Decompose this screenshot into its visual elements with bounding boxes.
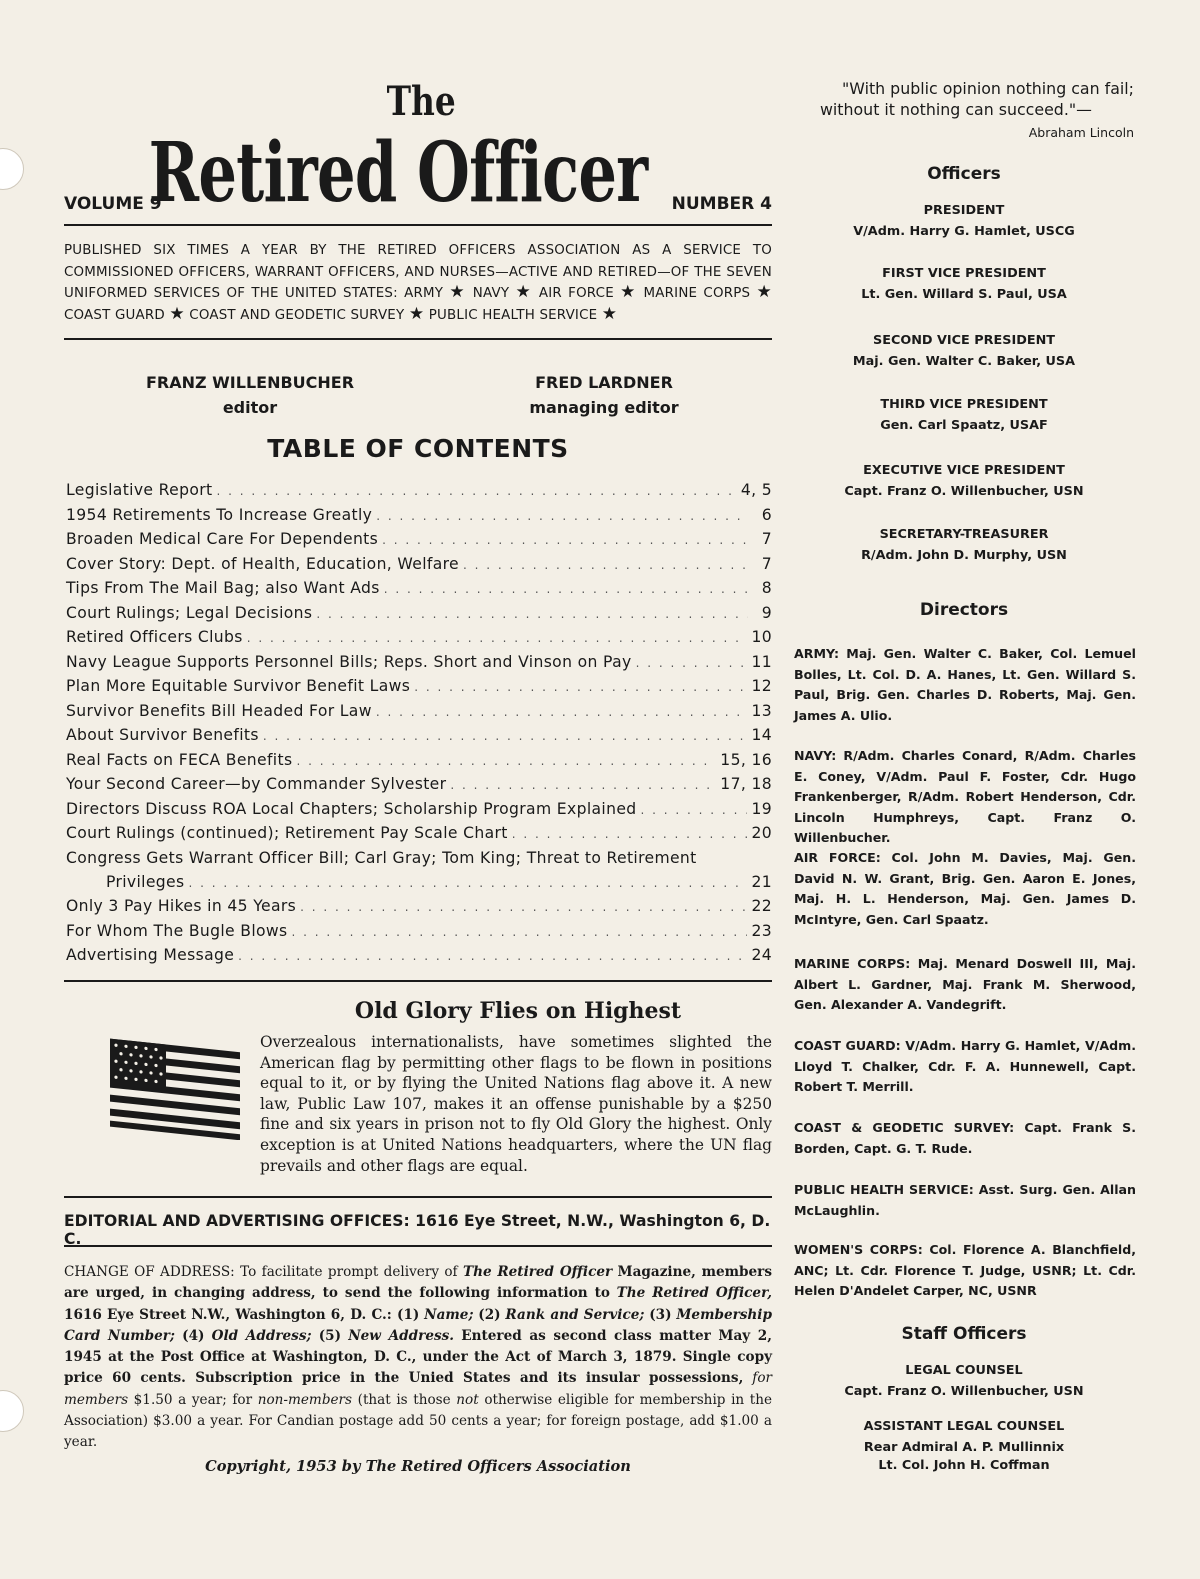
service-army: ARMY (404, 286, 444, 301)
toc-entry-continuation[interactable]: Privileges . . . 21 (66, 873, 772, 898)
managing-editor-name: FRED LARDNER (535, 373, 673, 392)
toc-entry[interactable]: Navy League Supports Personnel Bills; Reps. Short and Vinson on Pay . . . 11 (66, 653, 772, 678)
toc-entry[interactable]: Retired Officers Clubs . . . 10 (66, 628, 772, 653)
service-marine-corps: MARINE CORPS (643, 286, 751, 301)
officer-entry: THIRD VICE PRESIDENT Gen. Carl Spaatz, USAF (880, 397, 1048, 433)
offices-address: EDITORIAL AND ADVERTISING OFFICES: 1616 Eye Street, N.W., Washington 6, D. C. (64, 1212, 771, 1248)
directors-public-health: PUBLIC HEALTH SERVICE: Asst. Surg. Gen. Allan McLaughlin. (794, 1182, 1136, 1218)
star-icon: ★ (408, 303, 425, 324)
editor-name: FRANZ WILLENBUCHER (145, 373, 355, 392)
volume-row (64, 194, 772, 214)
toc-entry[interactable]: Plan More Equitable Survivor Benefit Laws . . . 12 (66, 677, 772, 702)
masthead-title: Retired Officer (148, 125, 648, 221)
toc-entry[interactable]: 1954 Retirements To Increase Greatly . . . 6 (66, 506, 772, 531)
service-coast-guard: COAST GUARD (64, 307, 165, 323)
toc-entry[interactable]: Tips From The Mail Bag; also Want Ads . . . 8 (66, 579, 772, 604)
service-air-force: AIR FORCE (538, 286, 614, 301)
directors-navy: NAVY: R/Adm. Charles Conard, R/Adm. Charles E. Coney, V/Adm. Paul F. Foster, Cdr. Hugo Frankenberger, R/Adm. Robert Henderson, Cdr. Lincoln Humphreys, Capt. Franz O. Willenbucher. (794, 748, 1136, 845)
officer-entry: SECOND VICE PRESIDENT Maj. Gen. Walter C. Baker, USA (852, 333, 1076, 369)
divider (64, 980, 772, 982)
directors-heading: Directors (919, 600, 1009, 620)
lincoln-quote (790, 78, 1134, 143)
assistant-legal-counsel: ASSISTANT LEGAL COUNSEL Rear Admiral A. P. Mullinnix Lt. Col. John H. Coffman (863, 1419, 1065, 1473)
directors-womens-corps: WOMEN'S CORPS: Col. Florence A. Blanchfield, ANC; Lt. Cdr. Florence T. Judge, USNR; Lt. Cdr. Helen D'Andelet Carper, NC, USNR (794, 1242, 1136, 1298)
directors-marine-corps: MARINE CORPS: Maj. Menard Doswell III, Maj. Albert L. Gardner, Maj. Frank M. Sherwood, Gen. Alexander A. Vandegrift. (794, 956, 1136, 1012)
managing-editor-block (454, 370, 754, 420)
article-title: Old Glory Flies on Highest (354, 998, 682, 1024)
editor-role: editor (222, 398, 278, 417)
officer-entry: SECRETARY-TREASURER R/Adm. John D. Murphy, USN (861, 527, 1067, 563)
toc-entry[interactable]: Your Second Career—by Commander Sylvester . . . 17, 18 (66, 775, 772, 800)
star-icon: ★ (756, 282, 772, 302)
directors-coast-guard: COAST GUARD: V/Adm. Harry G. Hamlet, V/Adm. Lloyd T. Chalker, Cdr. F. A. Hunnewell, Capt. Robert T. Merrill. (794, 1038, 1136, 1094)
toc-entry[interactable]: About Survivor Benefits . . . 14 (66, 726, 772, 751)
officer-entry: FIRST VICE PRESIDENT Lt. Gen. Willard S. Paul, USA (861, 266, 1067, 302)
legal-counsel: LEGAL COUNSEL Capt. Franz O. Willenbucher, USN (844, 1363, 1084, 1399)
quote-line-1: "With public opinion nothing can fail; (842, 79, 1134, 98)
toc-title: TABLE OF CONTENTS (267, 434, 569, 463)
divider (64, 224, 772, 226)
toc-entry[interactable]: Court Rulings (continued); Retirement Pay Scale Chart . . . 20 (66, 824, 772, 849)
divider (64, 1245, 772, 1247)
masthead-the: The (386, 78, 456, 125)
change-of-address: CHANGE OF ADDRESS: To facilitate prompt delivery of The Retired Officer Magazine, members are urged, in changing address, to send the following information to The Retired Officer, 1616 Eye Street N.W., Washington 6, D. C.: (1) Name; (2) Rank and Service; (3) Membership Card Number; (4) Old Address; (5) New Address. Entered as second class matter May 2, 1945 at the Post Office at Washington, D. C., under the Act of March 3, 1879. Single copy price 60 cents. Subscription price in the Unied States and its insular possessions, for members $1.50 a year; for non-members (that is those not otherwise eligible for membership in the Association) $3.00 a year. For Candian postage add 50 cents a year; for foreign postage, add $1.00 a year. (64, 1264, 773, 1451)
quote-author: Abraham Lincoln (1028, 125, 1134, 140)
binder-hole-top (0, 148, 24, 190)
toc-entry[interactable]: For Whom The Bugle Blows . . . 23 (66, 922, 772, 947)
staff-heading: Staff Officers (901, 1324, 1027, 1344)
divider (64, 1196, 772, 1198)
quote-line-2: without it nothing can succeed."— (820, 100, 1092, 119)
editor-block (100, 370, 400, 420)
divider (64, 338, 772, 340)
directors-army: ARMY: Maj. Gen. Walter C. Baker, Col. Lemuel Bolles, Lt. Col. D. A. Hanes, Lt. Gen. Willard S. Paul, Brig. Gen. Charles D. Roberts, Maj. Gen. James A. Ulio. (794, 646, 1136, 723)
american-flag-icon (104, 1034, 244, 1140)
binder-hole-bottom (0, 1390, 24, 1432)
star-icon: ★ (620, 282, 638, 302)
managing-editor-role: managing editor (529, 398, 679, 417)
service-navy: NAVY (472, 286, 510, 301)
toc-entry[interactable]: Real Facts on FECA Benefits . . . 15, 16 (66, 751, 772, 776)
toc-entry[interactable]: Cover Story: Dept. of Health, Education, Welfare . . . 7 (66, 555, 772, 580)
star-icon: ★ (169, 303, 185, 324)
toc-entry[interactable]: Survivor Benefits Bill Headed For Law . . . 13 (66, 702, 772, 727)
star-icon: ★ (515, 282, 533, 302)
directors-coast-geodetic: COAST & GEODETIC SURVEY: Capt. Frank S. Borden, Capt. G. T. Rude. (794, 1120, 1136, 1156)
officers-heading: Officers (927, 164, 1001, 184)
directors-air-force: AIR FORCE: Col. John M. Davies, Maj. Gen. David N. W. Grant, Brig. Gen. Aaron E. Jones, Maj. H. L. Henderson, Maj. Gen. James D. McIntyre, Gen. Carl Spaatz. (794, 850, 1136, 927)
publication-statement (64, 240, 772, 326)
service-public-health: PUBLIC HEALTH SERVICE (428, 307, 598, 323)
toc-entry-multiline[interactable]: Congress Gets Warrant Officer Bill; Carl Gray; Tom King; Threat to Retirement (66, 848, 697, 867)
toc-entry[interactable]: Court Rulings; Legal Decisions . . . 9 (66, 604, 772, 629)
article-body: Overzealous internationalists, have sometimes slighted the American flag by permitting other flags to be flown in positions equal to it, or by flying the United Nations flag above it. A new law, Public Law 107, makes it an offense punishable by a $250 fine and six years in prison not to fly Old Glory the highest. Only exception is at United Nations headquarters, where the UN flag prevails and other flags are equal. (260, 1033, 772, 1175)
toc-entry[interactable]: Only 3 Pay Hikes in 45 Years . . . 22 (66, 897, 772, 922)
toc-entry[interactable]: Advertising Message . . . 24 (66, 946, 772, 971)
number-label: NUMBER 4 (671, 194, 772, 214)
toc-entry[interactable]: Directors Discuss ROA Local Chapters; Scholarship Program Explained . . . 19 (66, 800, 772, 825)
star-icon: ★ (601, 303, 618, 324)
officer-entry: PRESIDENT V/Adm. Harry G. Hamlet, USCG (853, 203, 1075, 239)
toc-entry[interactable]: Legislative Report . . . 4, 5 (66, 481, 772, 506)
star-icon: ★ (449, 282, 467, 302)
copyright: Copyright, 1953 by The Retired Officers Association (205, 1458, 631, 1475)
volume-label: VOLUME 9 (64, 194, 162, 214)
service-coast-geodetic: COAST AND GEODETIC SURVEY (189, 307, 405, 323)
table-of-contents (66, 481, 772, 971)
publication-statement-text: PUBLISHED SIX TIMES A YEAR BY THE RETIRED OFFICERS ASSOCIATION AS A SERVICE TO COMMISSIONED OFFICERS, WARRANT OFFICERS, AND NURSES—ACTIVE AND RETIRED—OF THE SEVEN UNIFORMED SERVICES OF THE UNITED STATES: (64, 243, 772, 301)
officer-entry: EXECUTIVE VICE PRESIDENT Capt. Franz O. Willenbucher, USN (844, 463, 1084, 499)
toc-entry[interactable]: Broaden Medical Care For Dependents . . . 7 (66, 530, 772, 555)
